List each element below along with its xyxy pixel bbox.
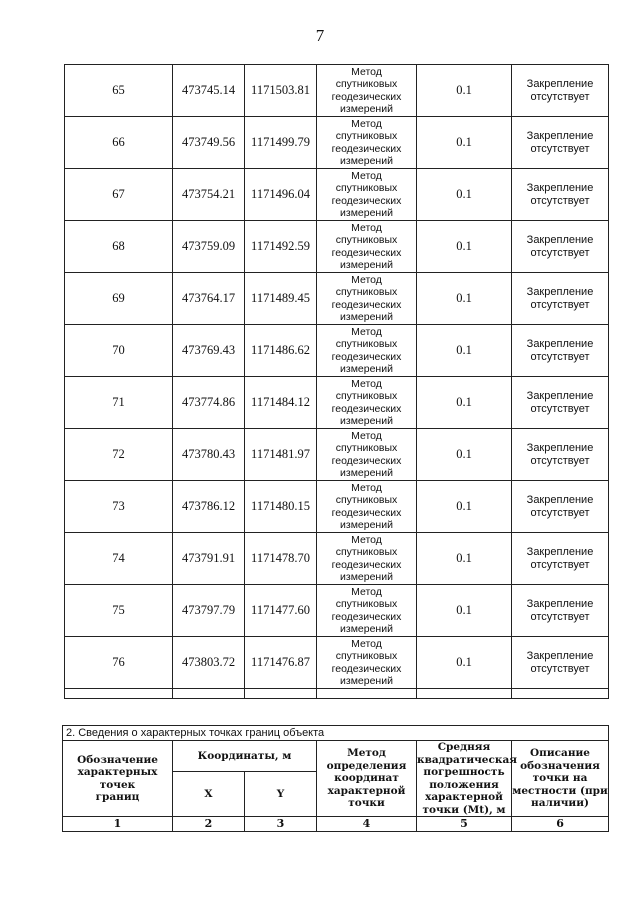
table-row <box>65 169 609 221</box>
points-table <box>64 64 609 699</box>
accuracy-cell: 0.1 <box>417 533 512 585</box>
col-coords-header: Координаты, м <box>173 741 317 772</box>
accuracy-cell: 0.1 <box>417 117 512 169</box>
method-cell: Метод спутниковых геодезических измерений <box>317 533 417 585</box>
table-row <box>65 377 609 429</box>
description-cell: Закрепление отсутствует <box>512 481 609 533</box>
col-accuracy-header: Средняя квадратическая погрешность положения характерной точки (Mt), м <box>417 741 518 816</box>
point-id-cell: 66 <box>65 117 173 169</box>
y-coord-cell: 1171484.12 <box>245 377 317 429</box>
table-row <box>65 585 609 637</box>
section2-title: 2. Сведения о характерных точках границ объекта <box>63 726 609 741</box>
method-cell: Метод спутниковых геодезических измерений <box>317 481 417 533</box>
section2-header-table <box>62 725 609 832</box>
x-coord-cell: 473764.17 <box>173 273 245 325</box>
description-cell: Закрепление отсутствует <box>512 221 609 273</box>
col-x-header: X <box>173 772 245 817</box>
y-coord-cell: 1171499.79 <box>245 117 317 169</box>
col-number: 4 <box>317 817 417 832</box>
point-id-cell: 75 <box>65 585 173 637</box>
col-method-header: Метод определения координат характерной точки <box>317 741 417 817</box>
table-row <box>65 221 609 273</box>
table-row <box>65 325 609 377</box>
col-number: 6 <box>512 817 609 832</box>
accuracy-cell: 0.1 <box>417 65 512 117</box>
method-cell: Метод спутниковых геодезических измерений <box>317 325 417 377</box>
description-cell: Закрепление отсутствует <box>512 637 609 689</box>
y-coord-cell: 1171492.59 <box>245 221 317 273</box>
accuracy-cell: 0.1 <box>417 273 512 325</box>
y-coord-cell: 1171476.87 <box>245 637 317 689</box>
method-cell: Метод спутниковых геодезических измерений <box>317 221 417 273</box>
empty-cell <box>317 689 417 699</box>
method-cell: Метод спутниковых геодезических измерений <box>317 65 417 117</box>
accuracy-cell: 0.1 <box>417 325 512 377</box>
accuracy-cell: 0.1 <box>417 221 512 273</box>
table-row <box>65 117 609 169</box>
x-coord-cell: 473791.91 <box>173 533 245 585</box>
table-row <box>65 481 609 533</box>
description-cell: Закрепление отсутствует <box>512 533 609 585</box>
y-coord-cell: 1171477.60 <box>245 585 317 637</box>
points-table-body <box>65 65 609 699</box>
method-cell: Метод спутниковых геодезических измерений <box>317 637 417 689</box>
x-coord-cell: 473780.43 <box>173 429 245 481</box>
method-cell: Метод спутниковых геодезических измерений <box>317 429 417 481</box>
y-coord-cell: 1171481.97 <box>245 429 317 481</box>
col-number: 3 <box>245 817 317 832</box>
point-id-cell: 71 <box>65 377 173 429</box>
col-number: 2 <box>173 817 245 832</box>
empty-cell <box>245 689 317 699</box>
point-id-cell: 72 <box>65 429 173 481</box>
point-id-cell: 74 <box>65 533 173 585</box>
y-coord-cell: 1171478.70 <box>245 533 317 585</box>
method-cell: Метод спутниковых геодезических измерений <box>317 273 417 325</box>
accuracy-cell: 0.1 <box>417 169 512 221</box>
description-cell: Закрепление отсутствует <box>512 273 609 325</box>
point-id-cell: 70 <box>65 325 173 377</box>
x-coord-cell: 473754.21 <box>173 169 245 221</box>
point-id-cell: 76 <box>65 637 173 689</box>
description-cell: Закрепление отсутствует <box>512 585 609 637</box>
table-row <box>65 429 609 481</box>
description-cell: Закрепление отсутствует <box>512 377 609 429</box>
point-id-cell: 65 <box>65 65 173 117</box>
col-number: 1 <box>63 817 173 832</box>
x-coord-cell: 473745.14 <box>173 65 245 117</box>
description-cell: Закрепление отсутствует <box>512 325 609 377</box>
col-y-header: Y <box>245 772 317 817</box>
page-number: 7 <box>315 26 325 45</box>
table-row <box>65 65 609 117</box>
accuracy-cell: 0.1 <box>417 481 512 533</box>
accuracy-cell: 0.1 <box>417 585 512 637</box>
method-cell: Метод спутниковых геодезических измерений <box>317 169 417 221</box>
empty-cell <box>417 689 512 699</box>
empty-cell <box>512 689 609 699</box>
col-point-header: Обозначение характерных точек границ <box>63 741 173 817</box>
table-row-empty <box>65 689 609 699</box>
x-coord-cell: 473749.56 <box>173 117 245 169</box>
x-coord-cell: 473759.09 <box>173 221 245 273</box>
accuracy-cell: 0.1 <box>417 429 512 481</box>
x-coord-cell: 473803.72 <box>173 637 245 689</box>
x-coord-cell: 473797.79 <box>173 585 245 637</box>
point-id-cell: 69 <box>65 273 173 325</box>
description-cell: Закрепление отсутствует <box>512 65 609 117</box>
table-row <box>65 533 609 585</box>
y-coord-cell: 1171503.81 <box>245 65 317 117</box>
empty-cell <box>65 689 173 699</box>
description-cell: Закрепление отсутствует <box>512 429 609 481</box>
method-cell: Метод спутниковых геодезических измерений <box>317 585 417 637</box>
y-coord-cell: 1171480.15 <box>245 481 317 533</box>
point-id-cell: 68 <box>65 221 173 273</box>
y-coord-cell: 1171489.45 <box>245 273 317 325</box>
table-row <box>65 637 609 689</box>
point-id-cell: 73 <box>65 481 173 533</box>
accuracy-cell: 0.1 <box>417 377 512 429</box>
empty-cell <box>173 689 245 699</box>
y-coord-cell: 1171486.62 <box>245 325 317 377</box>
description-cell: Закрепление отсутствует <box>512 117 609 169</box>
col-number: 5 <box>417 817 512 832</box>
y-coord-cell: 1171496.04 <box>245 169 317 221</box>
description-cell: Закрепление отсутствует <box>512 169 609 221</box>
method-cell: Метод спутниковых геодезических измерений <box>317 117 417 169</box>
table-row <box>65 273 609 325</box>
x-coord-cell: 473786.12 <box>173 481 245 533</box>
method-cell: Метод спутниковых геодезических измерений <box>317 377 417 429</box>
accuracy-cell: 0.1 <box>417 637 512 689</box>
x-coord-cell: 473769.43 <box>173 325 245 377</box>
point-id-cell: 67 <box>65 169 173 221</box>
x-coord-cell: 473774.86 <box>173 377 245 429</box>
col-desc-header: Описание обозначения точки на местности (при наличии) <box>512 741 609 817</box>
